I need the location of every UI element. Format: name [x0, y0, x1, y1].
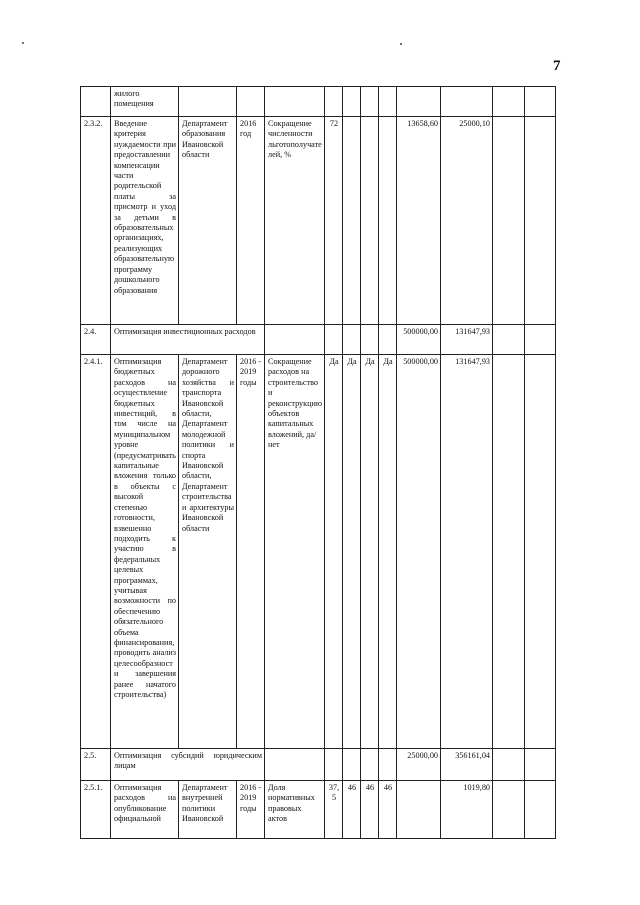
empty-cell — [265, 749, 325, 781]
empty-cell — [325, 749, 343, 781]
empty-cell — [265, 325, 325, 355]
indicator-value-cell: 46 — [343, 781, 361, 839]
indicator-cell: Сокращение расходов на строительство и реконструкцию объектов капитальных вложений, да/нет — [265, 355, 325, 749]
indicator-cell — [265, 87, 325, 117]
measure-cell: Оптимизация расходов на опубликование официальной — [111, 781, 179, 839]
indicator-value-cell: 37,5 — [325, 781, 343, 839]
indicator-cell: Доля нормативных правовых актов — [265, 781, 325, 839]
amount-cell: 500000,00 — [397, 355, 441, 749]
amount-cell: 356161,04 — [441, 749, 493, 781]
empty-cell — [379, 325, 397, 355]
empty-cell — [525, 117, 556, 325]
indicator-value-cell — [325, 87, 343, 117]
scan-speck — [22, 42, 24, 44]
measures-table — [80, 86, 556, 839]
indicator-value-cell — [361, 117, 379, 325]
indicator-value-cell: 46 — [361, 781, 379, 839]
row-number: 2.4.1. — [81, 355, 111, 749]
empty-cell — [361, 749, 379, 781]
amount-cell: 25000,00 — [397, 749, 441, 781]
indicator-value-cell — [379, 117, 397, 325]
period-cell: 2016 - 2019 годы — [237, 781, 265, 839]
executor-cell — [179, 87, 237, 117]
row-number — [81, 87, 111, 117]
indicator-value-cell: 46 — [379, 781, 397, 839]
empty-cell — [493, 325, 525, 355]
amount-cell: 1019,80 — [441, 781, 493, 839]
measure-cell: Оптимизация бюджетных расходов на осуществление бюджетных инвестиций, в том числе на муниципальном уровне (предусматривать капитальные вложения только в объекты с высокой степенью готовности, взвешенно подходить к участию в федеральных целевых программах, учитывая возможности по обеспечению обязательного объема финансирования, проводить анализ целесообразности завершения ранее начатого строительства) — [111, 355, 179, 749]
indicator-value-cell: Да — [379, 355, 397, 749]
scan-speck — [400, 43, 402, 45]
table-row — [81, 749, 556, 781]
empty-cell — [493, 749, 525, 781]
indicator-value-cell: Да — [325, 355, 343, 749]
executor-cell: Департамент дорожного хозяйства и транспорта Ивановской области, Департамент молодежной политики и спорта Ивановской области, Департамент строительства и архитектуры Ивановской области — [179, 355, 237, 749]
empty-cell — [379, 749, 397, 781]
empty-cell — [525, 781, 556, 839]
empty-cell — [493, 117, 525, 325]
amount-cell — [397, 87, 441, 117]
indicator-value-cell — [343, 87, 361, 117]
table-row — [81, 325, 556, 355]
indicator-value-cell — [379, 87, 397, 117]
amount-cell: 131647,93 — [441, 325, 493, 355]
empty-cell — [493, 781, 525, 839]
indicator-value-cell — [343, 117, 361, 325]
period-cell: 2016 год — [237, 117, 265, 325]
amount-cell: 131647,93 — [441, 355, 493, 749]
indicator-value-cell: Да — [343, 355, 361, 749]
empty-cell — [525, 87, 556, 117]
indicator-cell: Сокращение численности льготополучателей, % — [265, 117, 325, 325]
amount-cell — [397, 781, 441, 839]
empty-cell — [325, 325, 343, 355]
period-cell: 2016 - 2019 годы — [237, 355, 265, 749]
empty-cell — [525, 325, 556, 355]
table-row — [81, 355, 556, 749]
empty-cell — [493, 355, 525, 749]
empty-cell — [361, 325, 379, 355]
executor-cell: Департамент внутренней политики Ивановской — [179, 781, 237, 839]
indicator-value-cell — [361, 87, 379, 117]
section-title-cell: Оптимизация инвестиционных расходов — [111, 325, 265, 355]
measure-cell: Введение критерия нуждаемости при предоставлении компенсации части родительской платы за присмотр и уход за детьми в образовательных организациях, реализующих образовательную программу дошкольного образования — [111, 117, 179, 325]
empty-cell — [493, 87, 525, 117]
indicator-value-cell: Да — [361, 355, 379, 749]
measure-cell: жилого помещения — [111, 87, 179, 117]
empty-cell — [343, 325, 361, 355]
row-number: 2.4. — [81, 325, 111, 355]
row-number: 2.3.2. — [81, 117, 111, 325]
table-row — [81, 117, 556, 325]
row-number: 2.5.1. — [81, 781, 111, 839]
amount-cell: 25000,10 — [441, 117, 493, 325]
page-number: 7 — [553, 58, 561, 74]
amount-cell: 500000,00 — [397, 325, 441, 355]
amount-cell: 13658,60 — [397, 117, 441, 325]
period-cell — [237, 87, 265, 117]
executor-cell: Департамент образования Ивановской области — [179, 117, 237, 325]
table-row — [81, 87, 556, 117]
section-title-cell: Оптимизация субсидий юридическим лицам — [111, 749, 265, 781]
row-number: 2.5. — [81, 749, 111, 781]
empty-cell — [525, 749, 556, 781]
table-row — [81, 781, 556, 839]
empty-cell — [525, 355, 556, 749]
empty-cell — [343, 749, 361, 781]
indicator-value-cell: 72 — [325, 117, 343, 325]
amount-cell — [441, 87, 493, 117]
